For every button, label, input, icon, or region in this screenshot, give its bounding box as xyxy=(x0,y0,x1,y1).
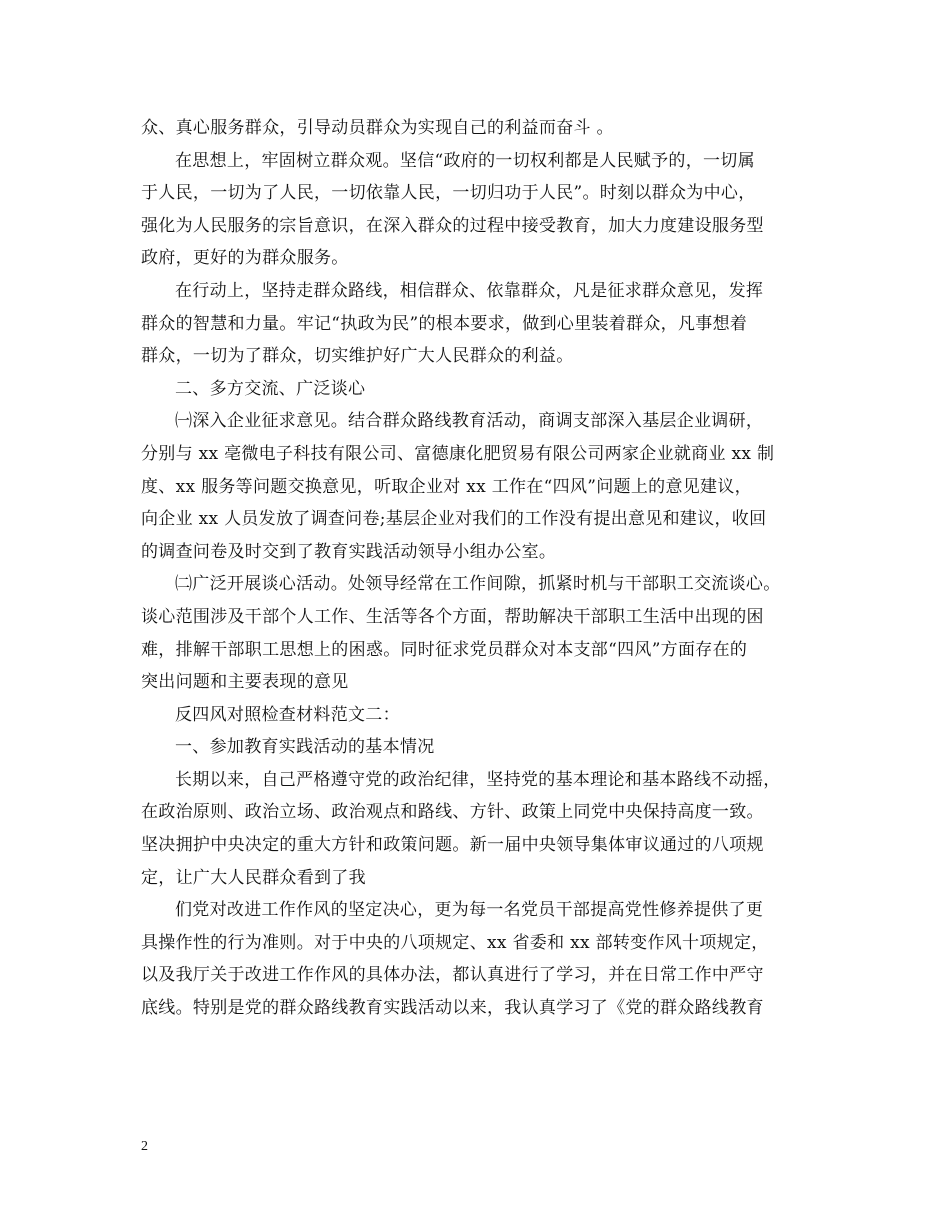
text-line: 二、多方交流、广泛谈心 xyxy=(175,378,366,399)
text-line: 于人民，一切为了人民，一切依靠人民，一切归功于人民”。时刻以群众为中心， xyxy=(141,183,756,204)
text-line: ㈡广泛开展谈心活动。处领导经常在工作间隙，抓紧时机与干部职工交流谈心。 xyxy=(175,574,781,595)
text-line: 向企业 xx 人员发放了调查问卷;基层企业对我们的工作没有提出意见和建议，收回 xyxy=(141,509,767,530)
text-line: 群众的智慧和力量。牢记“执政为民”的根本要求，做到心里装着群众，凡事想着 xyxy=(141,313,748,334)
text-line: ㈠深入企业征求意见。结合群众路线教育活动，商调支部深入基层企业调研， xyxy=(175,411,764,432)
text-line: 以及我厅关于改进工作作风的具体办法，都认真进行了学习，并在日常工作中严守 xyxy=(141,965,764,986)
text-line: 在行动上，坚持走群众路线，相信群众、依靠群众，凡是征求群众意见，发挥 xyxy=(175,280,764,301)
text-line: 众、真心服务群众，引导动员群众为实现自己的利益而奋斗 。 xyxy=(141,118,614,138)
text-line: 的调查问卷及时交到了教育实践活动领导小组办公室。 xyxy=(141,541,557,562)
text-line: 反四风对照检查材料范文二： xyxy=(175,704,400,725)
text-line: 群众，一切为了群众，切实维护好广大人民群众的利益。 xyxy=(141,346,574,367)
text-line: 在思想上，牢固树立群众观。坚信“政府的一切权利都是人民赋予的，一切属 xyxy=(175,150,755,171)
text-line: 政府，更好的为群众服务。 xyxy=(141,248,349,269)
text-line: 定，让广大人民群众看到了我 xyxy=(141,867,366,888)
text-line: 度、xx 服务等问题交换意见，听取企业对 xx 工作在“四风”问题上的意见建议， xyxy=(141,476,752,497)
text-line: 们党对改进工作作风的坚定决心，更为每一名党员干部提高党性修养提供了更 xyxy=(175,900,764,921)
page-number: 2 xyxy=(141,1139,148,1154)
text-line: 谈心范围涉及干部个人工作、生活等各个方面，帮助解决干部职工生活中出现的困 xyxy=(141,606,764,627)
text-line: 坚决拥护中央决定的重大方针和政策问题。新一届中央领导集体审议通过的八项规 xyxy=(141,835,764,856)
document-body xyxy=(141,112,821,1025)
text-line: 难，排解干部职工思想上的困惑。同时征求党员群众对本支部“四风”方面存在的 xyxy=(141,639,748,660)
text-line: 长期以来，自己严格遵守党的政治纪律，坚持党的基本理论和基本路线不动摇， xyxy=(175,769,781,790)
text-line: 具操作性的行为准则。对于中央的八项规定、xx 省委和 xx 部转变作风十项规定， xyxy=(141,932,769,953)
text-line: 强化为人民服务的宗旨意识，在深入群众的过程中接受教育，加大力度建设服务型 xyxy=(141,215,764,236)
text-line: 底线。特别是党的群众路线教育实践活动以来，我认真学习了《党的群众路线教育 xyxy=(141,998,764,1019)
text-line: 一、参加教育实践活动的基本情况 xyxy=(175,737,435,758)
text-line: 在政治原则、政治立场、政治观点和路线、方针、政策上同党中央保持高度一致。 xyxy=(141,802,764,823)
text-line: 突出问题和主要表现的意见 xyxy=(141,672,349,693)
text-line: 分别与 xx 亳微电子科技有限公司、富德康化肥贸易有限公司两家企业就商业 xx 制 xyxy=(141,443,775,464)
